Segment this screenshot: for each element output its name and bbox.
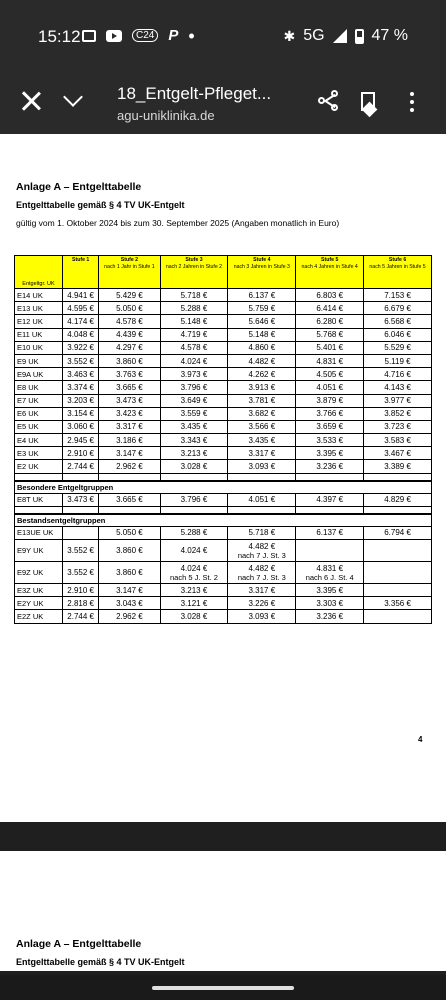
cell-value: 4.941 € (63, 289, 99, 302)
battery-icon (355, 29, 364, 44)
cell-value (296, 540, 364, 562)
header-stufe-4: Stufe 4 nach 3 Jahren in Stufe 3 (228, 256, 296, 289)
cell-value: 3.423 € (99, 407, 160, 420)
share-icon[interactable] (318, 90, 340, 112)
table-row (15, 302, 432, 315)
network-type: 5G (303, 27, 325, 44)
cell-value: 3.852 € (364, 407, 432, 420)
battery-level: 47 % (371, 27, 408, 44)
table-row (15, 597, 432, 610)
header-group: Entgeltgr. UK (15, 256, 63, 289)
cell-value: 2.818 € (63, 597, 99, 610)
close-icon[interactable] (20, 90, 42, 112)
c24-icon: C24 (132, 29, 158, 42)
cell-value: 3.060 € (63, 420, 99, 433)
cell-value: 5.429 € (99, 289, 160, 302)
cell-value: 4.831 € (296, 354, 364, 367)
table-section-header: Bestandsentgeltgruppen (15, 514, 432, 526)
cell-value (63, 526, 99, 539)
cell-value: 6.679 € (364, 302, 432, 315)
cell-value: 3.121 € (160, 597, 228, 610)
bookmark-icon[interactable] (361, 92, 375, 111)
cell-value: 3.796 € (160, 381, 228, 394)
cell-value: 3.186 € (99, 434, 160, 447)
cell-value: 3.317 € (228, 447, 296, 460)
cell-value: 3.583 € (364, 434, 432, 447)
cell-value: 3.356 € (364, 597, 432, 610)
salary-table (14, 255, 432, 624)
cell-group: E13 UK (15, 302, 63, 315)
cell-value: 4.439 € (99, 328, 160, 341)
cell-value: 2.910 € (63, 447, 99, 460)
cell-value: 3.781 € (228, 394, 296, 407)
cell-value: 5.768 € (296, 328, 364, 341)
table-row (15, 526, 432, 539)
cell-value: 4.505 € (296, 368, 364, 381)
cell-value: 4.482 € (228, 354, 296, 367)
cell-value: 3.303 € (296, 597, 364, 610)
cell-value: 3.236 € (296, 460, 364, 473)
table-row (15, 368, 432, 381)
cell-value: 3.552 € (63, 354, 99, 367)
cell-value: 4.297 € (99, 341, 160, 354)
cell-value: 4.024 € nach 5 J. St. 2 (160, 562, 228, 584)
paypal-icon: P (168, 27, 179, 44)
cell-value: 5.288 € (160, 526, 228, 539)
table-row (15, 460, 432, 473)
cell-value: 3.389 € (364, 460, 432, 473)
cell-value: 3.552 € (63, 562, 99, 584)
cell-group: E2Y UK (15, 597, 63, 610)
header-stufe-1: Stufe 1 (63, 256, 99, 289)
cell-value: 3.473 € (99, 394, 160, 407)
navigation-bar (0, 975, 446, 1000)
cell-value: 3.213 € (160, 584, 228, 597)
cell-value: 3.796 € (160, 493, 228, 506)
cell-value: 3.913 € (228, 381, 296, 394)
cell-value: 5.119 € (364, 354, 432, 367)
cell-value: 3.533 € (296, 434, 364, 447)
cell-value: 3.147 € (99, 447, 160, 460)
table-row (15, 434, 432, 447)
cell-value: 4.831 € nach 6 J. St. 4 (296, 562, 364, 584)
bluetooth-icon: ✱ (283, 27, 296, 44)
cell-value: 2.744 € (63, 460, 99, 473)
status-bar (0, 0, 446, 72)
cell-value: 3.467 € (364, 447, 432, 460)
table-row (15, 315, 432, 328)
cell-group: E3Z UK (15, 584, 63, 597)
cell-value: 5.718 € (228, 526, 296, 539)
cell-value: 6.414 € (296, 302, 364, 315)
cell-value: 3.559 € (160, 407, 228, 420)
cell-value: 3.682 € (228, 407, 296, 420)
cell-value (364, 584, 432, 597)
cell-value: 4.595 € (63, 302, 99, 315)
cell-value: 4.143 € (364, 381, 432, 394)
table-section-header: Besondere Entgeltgruppen (15, 481, 432, 493)
cell-value: 3.860 € (99, 562, 160, 584)
table-row (15, 407, 432, 420)
cell-value: 5.148 € (160, 315, 228, 328)
table-row (15, 420, 432, 433)
chevron-down-icon[interactable] (63, 87, 83, 107)
cell-group: E13UE UK (15, 526, 63, 539)
table-row (15, 610, 432, 623)
cell-value: 6.568 € (364, 315, 432, 328)
header-stufe-6: Stufe 6 nach 5 Jahren in Stufe 5 (364, 256, 432, 289)
cell-group: E8T UK (15, 493, 63, 506)
cell-value: 6.046 € (364, 328, 432, 341)
cell-value: 7.153 € (364, 289, 432, 302)
cell-value: 3.763 € (99, 368, 160, 381)
header-stufe-2: Stufe 2 nach 1 Jahr in Stufe 1 (99, 256, 160, 289)
pdf-page[interactable] (0, 134, 446, 822)
cell-value: 5.646 € (228, 315, 296, 328)
cell-value: 3.203 € (63, 394, 99, 407)
pdf-title: Anlage A – Entgelttabelle (16, 181, 142, 193)
next-page-title: Anlage A – Entgelttabelle (16, 938, 142, 950)
cell-value: 6.137 € (296, 526, 364, 539)
cell-value: 3.226 € (228, 597, 296, 610)
message-icon (82, 30, 96, 42)
salary-table-body (15, 256, 432, 624)
cell-value: 3.154 € (63, 407, 99, 420)
cell-value: 5.529 € (364, 341, 432, 354)
cell-value: 2.962 € (99, 610, 160, 623)
cell-value (364, 562, 432, 584)
cell-value: 3.766 € (296, 407, 364, 420)
cell-group: E11 UK (15, 328, 63, 341)
cell-group: E9 UK (15, 354, 63, 367)
cell-value: 3.977 € (364, 394, 432, 407)
system-icons (283, 27, 408, 45)
cell-value: 3.665 € (99, 493, 160, 506)
cell-value (364, 610, 432, 623)
cell-value: 2.962 € (99, 460, 160, 473)
table-row (15, 584, 432, 597)
table-row (15, 289, 432, 302)
table-row (15, 354, 432, 367)
cell-value: 5.759 € (228, 302, 296, 315)
cell-value: 5.401 € (296, 341, 364, 354)
cell-value: 4.051 € (296, 381, 364, 394)
cell-value: 3.473 € (63, 493, 99, 506)
cell-value: 3.973 € (160, 368, 228, 381)
table-row (15, 328, 432, 341)
document-url: agu-uniklinika.de (117, 108, 215, 123)
more-notifications-dot: • (188, 25, 195, 46)
cell-value: 6.280 € (296, 315, 364, 328)
cell-group: E3 UK (15, 447, 63, 460)
cell-value: 2.744 € (63, 610, 99, 623)
table-spacer (15, 506, 432, 514)
cell-value (364, 540, 432, 562)
notification-icons (82, 27, 195, 44)
pdf-subtitle: Entgelttabelle gemäß § 4 TV UK-Entgelt (16, 200, 185, 210)
cell-value: 3.317 € (99, 420, 160, 433)
page-number: 4 (418, 735, 423, 744)
document-title: 18_Entgelt-Pfleget... (117, 84, 272, 103)
cell-value: 4.716 € (364, 368, 432, 381)
cell-value: 5.050 € (99, 302, 160, 315)
cell-value: 4.262 € (228, 368, 296, 381)
cell-value: 3.317 € (228, 584, 296, 597)
cell-group: E8 UK (15, 381, 63, 394)
cell-value: 3.374 € (63, 381, 99, 394)
cell-value: 6.803 € (296, 289, 364, 302)
cell-value: 3.552 € (63, 540, 99, 562)
cell-group: E9A UK (15, 368, 63, 381)
status-time: 15:12 (38, 27, 81, 46)
cell-value: 3.922 € (63, 341, 99, 354)
cell-value: 4.051 € (228, 493, 296, 506)
signal-icon (333, 29, 347, 43)
cell-value: 3.343 € (160, 434, 228, 447)
cell-group: E10 UK (15, 341, 63, 354)
header-stufe-3: Stufe 3 nach 2 Jahren in Stufe 2 (160, 256, 228, 289)
pdf-validity: gültig vom 1. Oktober 2024 bis zum 30. September 2025 (Angaben monatlich in Euro) (16, 218, 340, 228)
table-row (15, 540, 432, 562)
cell-value: 3.043 € (99, 597, 160, 610)
cell-value: 2.910 € (63, 584, 99, 597)
cell-group: E5 UK (15, 420, 63, 433)
cell-value: 4.048 € (63, 328, 99, 341)
cell-value: 3.028 € (160, 460, 228, 473)
cell-value: 3.723 € (364, 420, 432, 433)
cell-value: 4.482 € nach 7 J. St. 3 (228, 540, 296, 562)
cell-group: E6 UK (15, 407, 63, 420)
cell-group: E7 UK (15, 394, 63, 407)
table-row (15, 381, 432, 394)
cell-value: 6.137 € (228, 289, 296, 302)
cell-value: 3.147 € (99, 584, 160, 597)
cell-value: 5.718 € (160, 289, 228, 302)
cell-value: 3.435 € (160, 420, 228, 433)
more-vert-icon[interactable] (410, 92, 414, 112)
cell-value: 3.879 € (296, 394, 364, 407)
cell-group: E14 UK (15, 289, 63, 302)
cell-value: 6.794 € (364, 526, 432, 539)
cell-group: E2 UK (15, 460, 63, 473)
table-spacer (15, 473, 432, 481)
cell-value: 3.659 € (296, 420, 364, 433)
cell-value: 5.148 € (228, 328, 296, 341)
cell-value: 3.463 € (63, 368, 99, 381)
cell-value: 3.395 € (296, 584, 364, 597)
cell-value: 3.649 € (160, 394, 228, 407)
cell-value: 3.860 € (99, 354, 160, 367)
cell-group: E9Z UK (15, 562, 63, 584)
viewer-app-bar (0, 72, 446, 134)
cell-value: 3.435 € (228, 434, 296, 447)
cell-value: 4.397 € (296, 493, 364, 506)
cell-value: 4.024 € (160, 540, 228, 562)
cell-group: E9Y UK (15, 540, 63, 562)
cell-value: 3.213 € (160, 447, 228, 460)
cell-value: 2.945 € (63, 434, 99, 447)
cell-value: 4.174 € (63, 315, 99, 328)
next-page-subtitle: Entgelttabelle gemäß § 4 TV UK-Entgelt (16, 957, 185, 967)
cell-value: 3.665 € (99, 381, 160, 394)
table-row (15, 341, 432, 354)
table-header-row (15, 256, 432, 289)
cell-value: 4.829 € (364, 493, 432, 506)
table-row (15, 447, 432, 460)
cell-value: 4.719 € (160, 328, 228, 341)
cell-value: 3.028 € (160, 610, 228, 623)
header-stufe-5: Stufe 5 nach 4 Jahren in Stufe 4 (296, 256, 364, 289)
cell-value: 3.566 € (228, 420, 296, 433)
cell-group: E4 UK (15, 434, 63, 447)
cell-value: 3.860 € (99, 540, 160, 562)
cell-group: E12 UK (15, 315, 63, 328)
table-row (15, 394, 432, 407)
cell-value: 4.578 € (99, 315, 160, 328)
cell-value: 3.093 € (228, 460, 296, 473)
table-row (15, 562, 432, 584)
table-row (15, 493, 432, 506)
cell-value: 5.050 € (99, 526, 160, 539)
cell-value: 3.236 € (296, 610, 364, 623)
cell-value: 4.024 € (160, 354, 228, 367)
pdf-next-page[interactable] (0, 851, 446, 971)
youtube-icon (106, 30, 122, 42)
cell-value: 4.860 € (228, 341, 296, 354)
cell-value: 4.578 € (160, 341, 228, 354)
cell-group: E2Z UK (15, 610, 63, 623)
cell-value: 5.288 € (160, 302, 228, 315)
gesture-handle[interactable] (152, 986, 294, 990)
cell-value: 4.482 € nach 7 J. St. 3 (228, 562, 296, 584)
cell-value: 3.395 € (296, 447, 364, 460)
cell-value: 3.093 € (228, 610, 296, 623)
